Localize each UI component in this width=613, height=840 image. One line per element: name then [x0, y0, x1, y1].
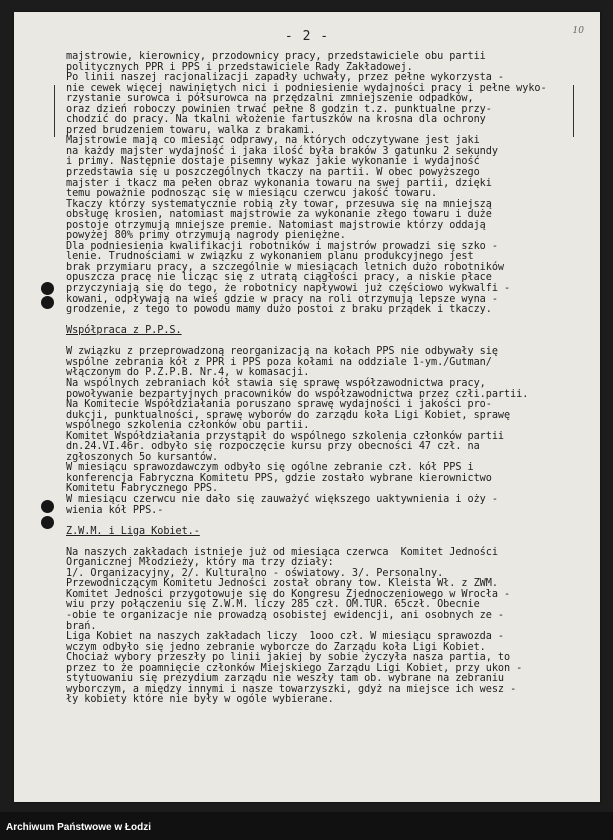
text-line: wspólne zebrania kół z PPR i PPS poza kołami na oddziale 1-ym./Gutman/: [66, 356, 492, 368]
text-line: Chociaż wybory przeszły po linii jakiej by sobie życzyła nasza partia, to: [66, 652, 511, 664]
text-line: ły kobiety które nie były w ogóle wybierane.: [66, 694, 334, 706]
text-line: przedstawia się u poszczególnych tkaczy na partii. W obec powyższego: [66, 167, 480, 179]
text-line: Po linii naszej racjonalizacji zapadły uchwały, przez pełne wykorzysta -: [66, 72, 505, 84]
section-heading: Z.W.M. i Liga Kobiet.-: [66, 525, 200, 537]
text-line: postoje otrzymują mniejsze premie. Natomiast majstrowie którzy oddają: [66, 219, 486, 231]
text-line: Na naszych zakładach istnieje już od miesiąca czerwca Komitet Jedności: [66, 546, 498, 558]
text-line: Na Komitecie Współdziałania poruszano sprawę wydajności i jakości pro-: [66, 399, 492, 411]
text-line: temu poważnie podnosząc się w miesiącu czerwcu jakość towaru.: [66, 188, 438, 200]
punch-hole: [41, 516, 54, 529]
text-line: konferencja Fabryczna Komitetu PPS, gdzie zostało wybrane kierownictwo: [66, 472, 492, 484]
text-line: nie cewek więcej nawiniętych nici i podniesienie wydajności pracy i pełne wyko-: [66, 82, 547, 94]
text-line: oraz dzień roboczy powinien trwać pełne 8 godzin t.z. punktualne przy-: [66, 103, 492, 115]
text-line: wiu przy połączeniu się Z.W.M. liczy 285 czł. OM.TUR. 65czł. Obecnie: [66, 599, 480, 611]
text-line: kowani, odpływają na wieś gdzie w pracy na roli otrzymują lepsze wyna -: [66, 293, 498, 305]
text-line: powyżej 80% primy otrzymują nagrody pieniężne.: [66, 230, 346, 242]
punch-hole: [41, 296, 54, 309]
punch-hole: [41, 282, 54, 295]
text-line: Komitet Współdziałania przystąpił do wspólnego szkolenia członków partii: [66, 430, 505, 442]
text-line: przez to że poamnięcie członków Miejskiego Zarządu Ligi Kobiet, przy ukon -: [66, 662, 523, 674]
punch-hole: [41, 500, 54, 513]
text-line: lenie. Trudnościami w związku z wykonaniem planu produkcyjnego jest: [66, 251, 474, 263]
text-line: wspólnego szkolenia członków obu partii.: [66, 420, 310, 432]
text-line: brań.: [66, 620, 97, 632]
text-line: W miesiącu czerwcu nie dało się zauważyć większego uaktywnienia i oży -: [66, 493, 498, 505]
text-line: Na wspólnych zebraniach kół stawia się sprawę współzawodnictwa pracy,: [66, 377, 486, 389]
text-line: przyczyniają się do tego, że robotnicy napływowi już częściowo wykwalfi -: [66, 283, 511, 295]
text-line: włączonym do P.Z.P.B. Nr.4, w komasacji.: [66, 367, 310, 379]
margin-bracket-left: [54, 85, 55, 137]
text-line: dn.24.VI.46r. odbyło się rozpoczęcie kursu przy obecności 47 czł. na: [66, 441, 480, 453]
text-line: brak przymiaru pracy, a szczególnie w miesiącach letnich dużo robotników: [66, 261, 505, 273]
text-line: powoływanie bezpartyjnych pracowników do współzawodnictwa przez człi.partii.: [66, 388, 529, 400]
text-line: politycznych PPR i PPS i przedstawiciele Rady Zakładowej.: [66, 61, 413, 73]
document-page: [14, 12, 600, 802]
text-line: 1/. Organizacyjny, 2/. Kulturalno - oświatowy. 3/. Personalny.: [66, 567, 444, 579]
text-line: i primy. Następnie dostaje pisemny wykaz jakie wykonanie i wydajność: [66, 156, 480, 168]
text-line: chodzić do pracy. Na tkalni włożenie fartuszków na krosna dla ochrony: [66, 114, 486, 126]
text-line: opuszcza pracę nie licząc się z utratą ciągłości pracy, a niskie płace: [66, 272, 492, 284]
text-line: wienia kół PPS.-: [66, 504, 164, 516]
text-line: Komitet Jedności przygotowuje się do Kongresu Zjednoczeniowego w Wrocła -: [66, 588, 511, 600]
text-line: obsługę krosien, natomiast majstrowie za wykonanie złego towaru i duże: [66, 209, 492, 221]
text-line: rzystanie surowca i półsurowca na przędzalni zmniejszenie odpadków,: [66, 93, 474, 105]
text-line: majster i tkacz ma pełen obraz wykonania towaru na swej partii, dzięki: [66, 177, 492, 189]
text-line: zgłoszonych 5o kursantów.: [66, 451, 219, 463]
text-line: Tkaczy którzy systematycznie robią zły towar, przesuwa się na mniejszą: [66, 198, 492, 210]
text-line: -obie te organizacje nie prowadzą osobistej ewidencji, ani osobnych ze -: [66, 609, 505, 621]
archive-page-mark: 10: [572, 26, 584, 36]
text-line: Organicznej Młodzieży, który ma trzy działy:: [66, 557, 334, 569]
text-line: Dla podniesienia kwalifikacji robotników i majstrów prowadzi się szko -: [66, 240, 498, 252]
document-body: [66, 52, 591, 706]
text-line: W miesiącu sprawozdawczym odbyło się ogólne zebranie czł. kół PPS i: [66, 462, 474, 474]
text-line: na każdy majster wydajność i jaka ilość była braków 3 gatunku 2 sekundy: [66, 145, 498, 157]
archive-name: Archiwum Państwowe w Łodzi: [6, 822, 152, 833]
text-line: wyborczym, a między innymi i nasze towarzyszki, gdyż na miejsce ich wesz -: [66, 683, 517, 695]
archive-footer: [0, 812, 613, 840]
text-line: przed brudzeniem towaru, walka z brakami.: [66, 124, 316, 136]
text-line: stytuowaniu się prezydium zarządu nie weszły tam ob. wybrane na zebraniu: [66, 673, 505, 685]
text-line: Komitetu Fabrycznego PPS.: [66, 483, 219, 495]
text-line: W związku z przeprowadzoną reorganizacją na kołach PPS nie odbywały się: [66, 346, 498, 358]
text-line: majstrowie, kierownicy, przodownicy pracy, przedstawiciele obu partii: [66, 51, 486, 62]
section-heading: Współpraca z P.P.S.: [66, 325, 182, 337]
text-line: grodzenie, z tego to powodu mamy dużo postoi z braku prządek i tkaczy.: [66, 304, 492, 316]
text-line: Liga Kobiet na naszych zakładach liczy 1ooo czł. W miesiącu sprawozda -: [66, 631, 505, 643]
text-line: dukcji, punktualności, sprawę wyborów do zarządu koła Ligi Kobiet, sprawę: [66, 409, 511, 421]
text-line: Majstrowie mają co miesiąc odprawy, na których odczytywane jest jaki: [66, 135, 480, 147]
page-number: - 2 -: [284, 29, 330, 44]
text-line: wczym odbyło się jedno zebranie wyborcze do Zarządu koła Ligi Kobiet.: [66, 641, 486, 653]
text-line: Przewodniczącym Komitetu Jedności został obrany tow. Kleista Wł. z ZWM.: [66, 578, 498, 590]
